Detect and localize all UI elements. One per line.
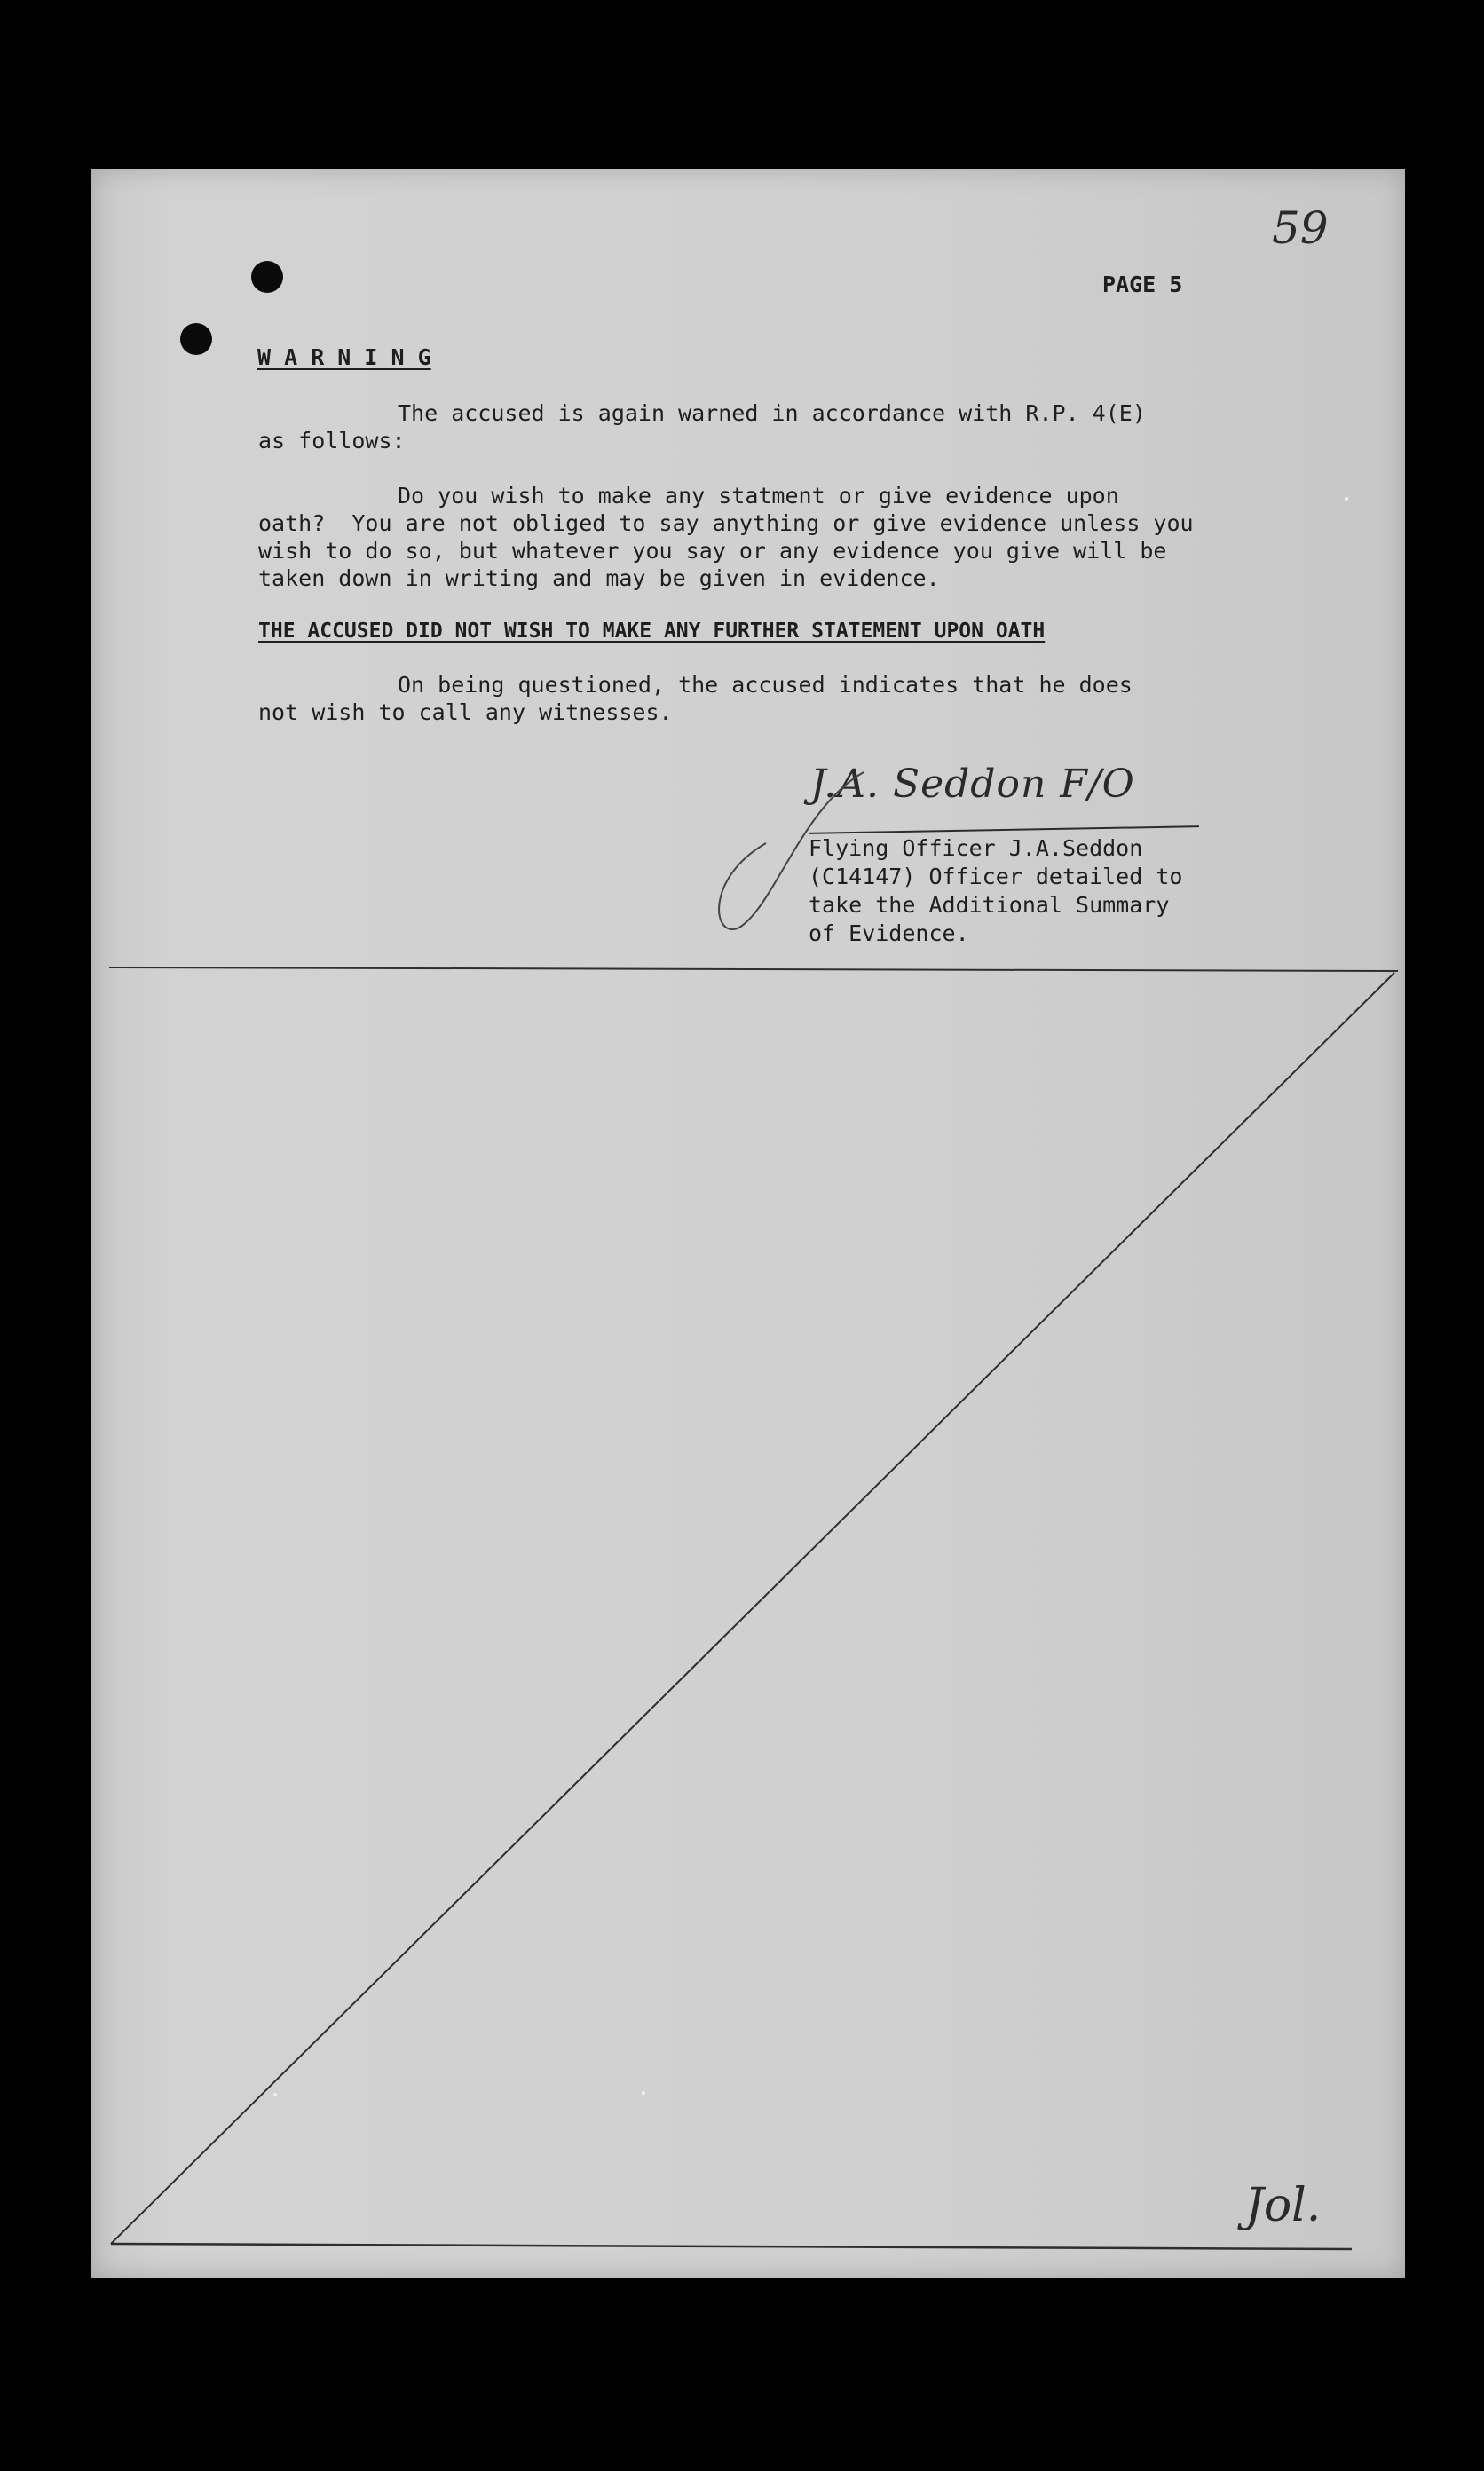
signature-block-line: (C14147) Officer detailed to xyxy=(809,864,1183,889)
speck xyxy=(273,2093,277,2096)
cancel-lines xyxy=(91,169,1405,2278)
warning-heading: W A R N I N G xyxy=(257,344,431,370)
diagonal-cancel-line xyxy=(111,973,1394,2244)
signature-block-line: take the Additional Summary xyxy=(809,892,1170,918)
caution-line: taken down in writing and may be given in evidence. xyxy=(258,565,940,591)
caution-line: oath? You are not obliged to say anything or give evidence unless you xyxy=(258,510,1194,536)
warning-intro-line-2: as follows: xyxy=(258,428,406,454)
speck xyxy=(1345,497,1348,501)
folio-number: 59 xyxy=(1272,202,1329,254)
speck xyxy=(642,2091,645,2095)
statement-heading: THE ACCUSED DID NOT WISH TO MAKE ANY FURTHER STATEMENT UPON OATH xyxy=(258,620,1046,643)
signature: J.A. Seddon F/O xyxy=(810,762,1135,807)
witness-line: On being questioned, the accused indicates that he does xyxy=(398,672,1133,698)
initials: Jol. xyxy=(1245,2179,1322,2232)
signature-block-line: Flying Officer J.A.Seddon xyxy=(809,835,1143,861)
document-page xyxy=(91,169,1405,2278)
top-cancel-line xyxy=(109,967,1398,971)
caution-line: Do you wish to make any statment or give evidence upon xyxy=(398,483,1119,509)
bottom-cancel-line xyxy=(111,2244,1352,2249)
witness-line: not wish to call any witnesses. xyxy=(258,699,673,725)
warning-intro-line-1: The accused is again warned in accordance with R.P. 4(E) xyxy=(398,400,1146,426)
caution-line: wish to do so, but whatever you say or any evidence you give will be xyxy=(258,538,1167,564)
signature-block-line: of Evidence. xyxy=(809,920,969,946)
page-label: PAGE 5 xyxy=(1102,272,1183,297)
